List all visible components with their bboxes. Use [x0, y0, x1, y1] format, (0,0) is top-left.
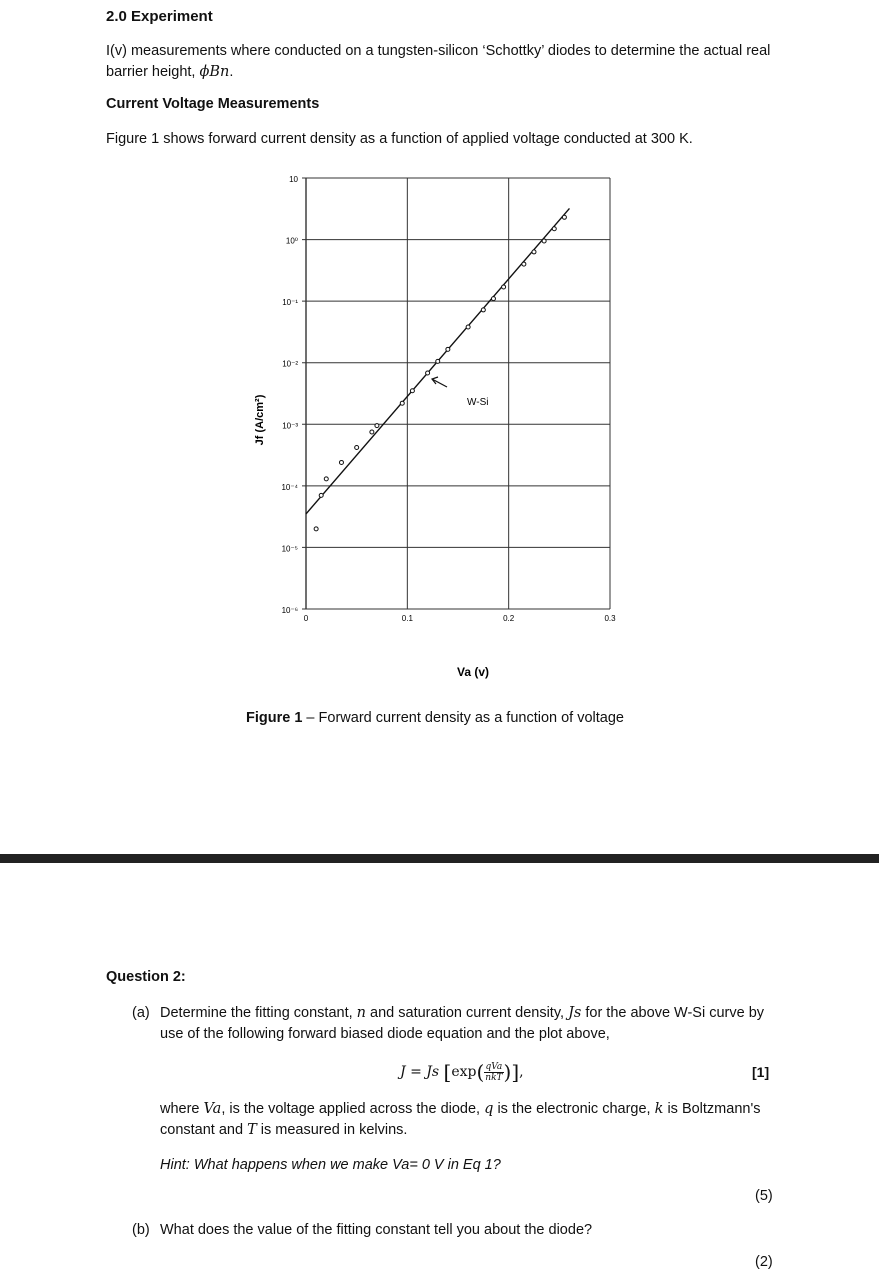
annotation-arrow — [432, 379, 447, 387]
data-point — [319, 493, 323, 497]
data-point — [532, 250, 536, 254]
figure-caption — [246, 710, 624, 726]
where-2: , is the voltage applied across the diode, — [221, 1101, 481, 1117]
intro-paragraph — [106, 41, 786, 83]
symbol-k: k — [654, 1101, 664, 1117]
where-4: is Boltzmann's constant and — [160, 1101, 761, 1138]
y-tick-label: 10 — [289, 175, 298, 184]
equation-number: [1] — [752, 1064, 770, 1080]
where-5: is measured in kelvins. — [260, 1122, 408, 1138]
figure-1-chart — [0, 160, 879, 690]
page-divider — [0, 854, 879, 863]
chart-grid — [302, 178, 610, 609]
data-point — [502, 285, 506, 289]
equation-numerator: qVa — [485, 1061, 503, 1072]
equation-exp: exp — [451, 1064, 477, 1080]
data-point — [436, 359, 440, 363]
symbol-js: Js — [568, 1005, 582, 1021]
figure-intro: Figure 1 shows forward current density as a function of applied voltage conducted at 300 K. — [106, 131, 693, 147]
symbol-va: Va — [203, 1101, 222, 1117]
intro-text: I(v) measurements where conducted on a tungsten-silicon ‘Schottky’ diodes to determine the actual real barrier height, — [106, 43, 771, 80]
where-3: is the electronic charge, — [497, 1101, 651, 1117]
data-point — [542, 239, 546, 243]
equation-lhs: J = Js — [400, 1064, 440, 1080]
part-b-marks: (2) — [755, 1254, 773, 1270]
y-tick-label: 10⁻¹ — [282, 298, 298, 308]
data-point — [339, 460, 343, 464]
y-tick-label: 10⁻⁶ — [281, 606, 298, 615]
data-point — [410, 389, 414, 393]
part-b-label: (b) — [132, 1222, 150, 1238]
diode-equation: J = Js [exp( $\frac{\text{qVa}}{\text{nkT}}$ )], — [400, 1060, 524, 1084]
annotation-label: W-Si — [467, 397, 489, 408]
data-point — [324, 477, 328, 481]
x-tick-label: 0.2 — [503, 614, 515, 623]
part-a-text — [160, 1003, 780, 1045]
part-a-marks: (5) — [755, 1188, 773, 1204]
x-axis-label: Va (v) — [456, 665, 490, 679]
data-point — [375, 424, 379, 428]
chart-points — [314, 215, 566, 531]
x-tick-label: 0.3 — [604, 614, 616, 623]
symbol-n: n — [356, 1005, 367, 1021]
part-a-text-2: and saturation current density, — [370, 1005, 565, 1021]
data-point — [562, 215, 566, 219]
data-point — [400, 401, 404, 405]
part-a-text-3: for the above W-Si curve by use of the following forward biased diode equation and the plot above, — [160, 1005, 765, 1042]
caption-text: – Forward current density as a function of voltage — [302, 710, 624, 726]
y-tick-label: 10⁻³ — [282, 421, 298, 431]
caption-label: Figure 1 — [246, 710, 303, 726]
where-text — [160, 1099, 785, 1141]
y-tick-label: 10⁰ — [285, 236, 298, 246]
data-point — [355, 445, 359, 449]
question-title: Question 2: — [106, 969, 186, 985]
data-point — [446, 347, 450, 351]
data-point — [466, 325, 470, 329]
chart-ticks — [281, 175, 616, 623]
x-tick-label: 0 — [303, 614, 309, 623]
hint-text: Hint: What happens when we make Va= 0 V in Eq 1? — [160, 1157, 501, 1173]
data-point — [491, 297, 495, 301]
y-tick-label: 10⁻² — [282, 359, 298, 369]
intro-end: . — [229, 64, 234, 80]
part-a-label: (a) — [132, 1005, 150, 1021]
symbol-t: T — [247, 1122, 257, 1138]
data-point — [314, 527, 318, 531]
data-point — [481, 308, 485, 312]
equation-end: , — [519, 1064, 524, 1080]
section-heading: 2.0 Experiment — [106, 8, 213, 25]
data-point — [370, 430, 374, 434]
part-a-text-1: Determine the fitting constant, — [160, 1005, 353, 1021]
symbol-q: q — [484, 1101, 494, 1117]
y-tick-label: 10⁻⁵ — [281, 544, 298, 554]
part-b-text: What does the value of the fitting constant tell you about the diode? — [160, 1222, 593, 1238]
y-tick-label: 10⁻⁴ — [281, 482, 298, 492]
data-point — [426, 371, 430, 375]
y-axis-label: Jf (A/cm²) — [254, 394, 266, 446]
subheading: Current Voltage Measurements — [106, 96, 320, 112]
x-tick-label: 0.1 — [401, 614, 413, 623]
data-point — [552, 227, 556, 231]
data-point — [522, 262, 526, 266]
where-1: where — [160, 1101, 200, 1117]
barrier-height-symbol: ϕBn — [199, 64, 230, 80]
equation-denominator: nkT — [485, 1072, 503, 1083]
